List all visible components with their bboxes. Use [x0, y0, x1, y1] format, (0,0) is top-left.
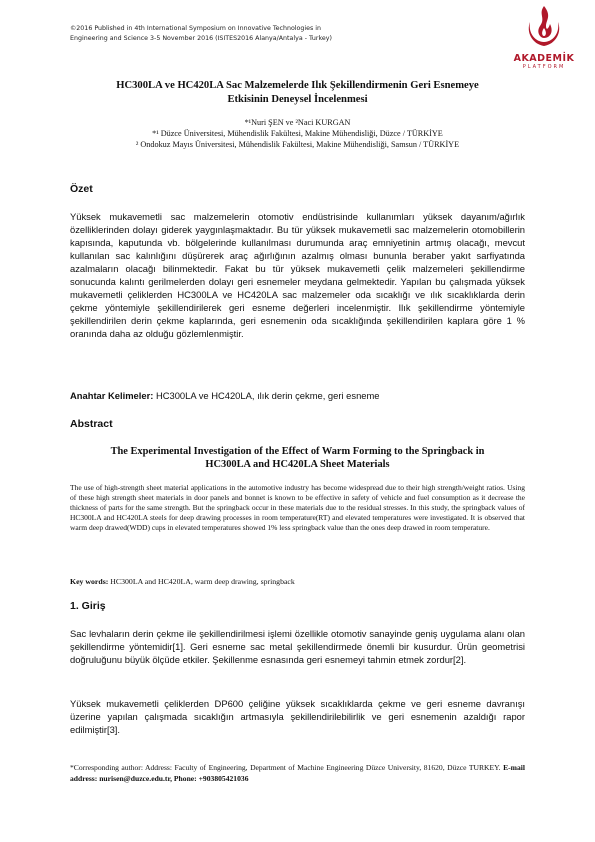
affiliation-1: *¹ Düzce Üniversitesi, Mühendislik Fakültesi, Makine Mühendisliği, Düzce / TÜRKİYE: [152, 129, 443, 138]
keywords-tr-label: Anahtar Kelimeler:: [70, 390, 154, 401]
keywords-en: [70, 577, 295, 586]
email-label: E-mail address:: [70, 763, 525, 783]
keywords-en-text: HC300LA and HC420LA, warm deep drawing, springback: [110, 577, 295, 586]
corresponding-author-footnote: [70, 763, 525, 784]
keywords-en-label: Key words:: [70, 577, 109, 586]
email-address[interactable]: nurisen@duzce.edu.tr: [99, 773, 171, 783]
logo-subtitle: PLATFORM: [522, 64, 566, 70]
english-title: [70, 445, 525, 471]
header-line: Engineering and Science 3-5 November 2016 (ISITES2016 Alanya/Antalya - Turkey): [70, 35, 332, 42]
author-names: *¹Nuri ŞEN ve ²Naci KURGAN: [244, 118, 351, 127]
author-block: [70, 117, 525, 150]
giris-paragraph-1: Sac levhaların derin çekme ile şekillendirilmesi işlemi özellikle otomotiv sanayinde geniş uygulama alanı olan şekillendirme yöntemidir[1]. Geri esneme sac metal şekillendirmede önemli bir kusurdur. Ürün geometrisi doğruluğunu büyük ölçüde etkiler. Şekillenme esnasında geri esnemeyi tahmin etmek zordur[2].: [70, 628, 525, 665]
flame-logo-icon: [524, 4, 564, 50]
giris-paragraph-2: Yüksek mukavemetli çeliklerden DP600 çeliğine yüksek sıcaklıklarda çekme ve geri esneme davranışı üzerine yapılan çalışmada sıcaklığın artmasıyla şekillendirilebilirlik ve geri esnemenin azaldığı rapor edilmiştir[3].: [70, 698, 525, 735]
ozet-text: Yüksek mukavemetli sac malzemelerin otomotiv endüstrisinde kullanımları yüksek dayanım/ağırlık özelliklerinden dolayı giderek yaygınlaşmaktadır. Bu tür yüksek mukavemetli sac malzemelerin otomobillerin kapısında, kaputunda vb. bölgelerinde kullanılması durumunda araç emniyetinin artmış olacağı, mevcut kullanılan sac kalınlığını düşürerek araç ağırlığının azalmış olması bununla beraber yakıt sarfiyatında azalmaların olacağı bilinmektedir. Fakat bu tür yüksek mukavemetli çelik malzemeleri şekillendirme sonucunda kalıntı gerilmelerden dolayı geri esnemeler meydana gelmektedir. Yapılan bu çalışmada yüksek mukavemetli çeliklerden HC300LA ve HC420LA sac malzemeler oda sıcaklığı ve ılık sıcaklıklarda derin çekme yöntemiyle şekillendirilerek geri esneme değerleri incelenmiştir. Ilık şekillendirme yöntemiyle şekillendirilen derin çekme kaplarında, geri esnemenin oda sıcaklığında şekillendirilen kaplara göre 1 % oranında daha az olduğu gözlemlenmiştir.: [70, 211, 525, 339]
affiliation-2: ² Ondokuz Mayıs Üniversitesi, Mühendislik Fakültesi, Makine Mühendisliği, Samsun / TÜRKİYE: [135, 140, 460, 149]
phone-number: +903805421036: [198, 773, 249, 783]
logo-word: AKADEMİK: [513, 53, 575, 64]
footnote-text: *Corresponding author: Address: Faculty of Engineering, Department of Machine Engineering Düzce University, 81620, Düzce TURKEY.: [70, 763, 501, 772]
header-line: ©2016 Published in 4th International Symposium on Innovative Technologies in: [70, 25, 322, 32]
keywords-tr-text: HC300LA ve HC420LA, ılık derin çekme, geri esneme: [155, 390, 380, 401]
english-title-line: The Experimental Investigation of the Effect of Warm Forming to the Springback in: [110, 446, 485, 457]
title-line: Etkisinin Deneysel İncelenmesi: [227, 94, 368, 105]
keywords-tr: [70, 390, 525, 401]
abstract-heading: Abstract: [70, 418, 113, 430]
conference-header: [70, 24, 470, 44]
phone-label: , Phone:: [170, 773, 197, 783]
paper-title: [70, 79, 525, 107]
abstract-text: The use of high-strength sheet material applications in the automotive industry has become widespread due to their high strength/weight ratios. Using of these high strength sheet materials in door panels and bonnet is known to be effective in safety of vehicle and fuel consumption as it decrease the thickness of parts for the same strength. But the springback occur in these materials due to the residual stresses. In this study, the springback values of HC300LA and HC420LA steels for deep drawing processes in room temperature(RT) and elevated temperatures were investigated. It is observed that warm deep drawed(WDD) cups in elevated temperatures showed 1% less springback value than the ones deep drawed in room temperature.: [70, 483, 525, 533]
ozet-heading: Özet: [70, 183, 93, 195]
akademik-platform-logo: [508, 4, 580, 78]
title-line: HC300LA ve HC420LA Sac Malzemelerde Ilık Şekillendirmenin Geri Esnemeye: [116, 80, 479, 91]
giris-heading: 1. Giriş: [70, 600, 106, 612]
english-title-line: HC300LA and HC420LA Sheet Materials: [205, 459, 390, 470]
